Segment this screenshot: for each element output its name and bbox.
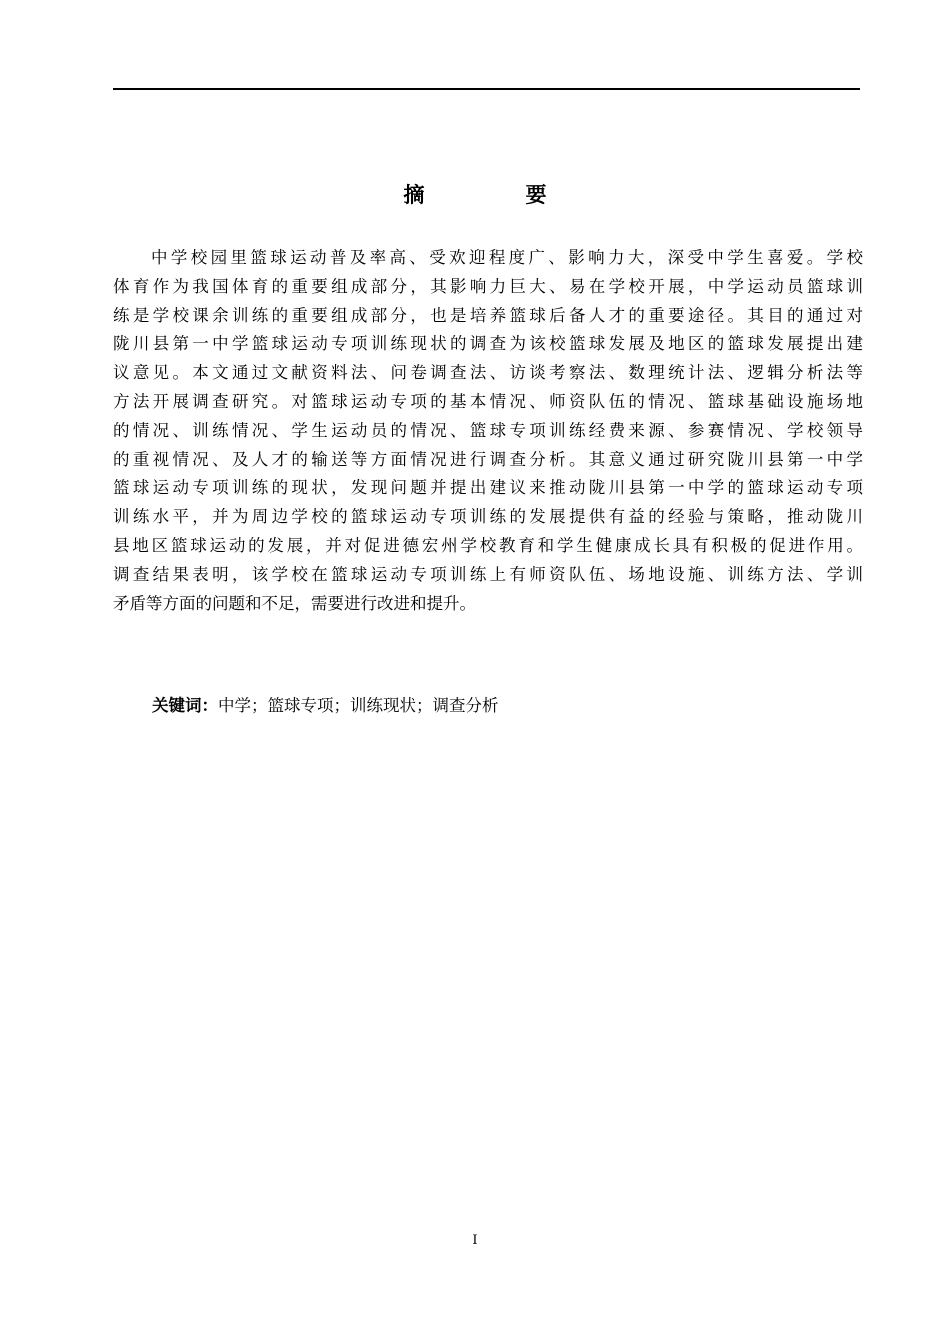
abstract-line: 矛盾等方面的问题和不足，需要进行改进和提升。 bbox=[113, 593, 476, 613]
abstract-line: 陇川县第一中学篮球运动专项训练现状的调查为该校篮球发展及地区的篮球发展提出建 bbox=[113, 334, 863, 354]
header-rule bbox=[113, 88, 860, 90]
abstract-title: 摘 要 bbox=[403, 183, 587, 207]
abstract-line: 的重视情况、及人才的输送等方面情况进行调查分析。其意义通过研究陇川县第一中学 bbox=[113, 449, 863, 469]
keywords-text: 中学；篮球专项；训练现状；调查分析 bbox=[218, 696, 499, 715]
abstract-line: 方法开展调查研究。对篮球运动专项的基本情况、师资队伍的情况、篮球基础设施场地 bbox=[113, 391, 863, 411]
abstract-line: 的情况、训练情况、学生运动员的情况、篮球专项训练经费来源、参赛情况、学校领导 bbox=[113, 420, 863, 440]
abstract-line: 体育作为我国体育的重要组成部分，其影响力巨大、易在学校开展，中学运动员篮球训 bbox=[113, 276, 863, 296]
abstract-line: 中学校园里篮球运动普及率高、受欢迎程度广、影响力大，深受中学生喜爱。学校 bbox=[151, 248, 863, 267]
abstract-line: 调查结果表明，该学校在篮球运动专项训练上有师资队伍、场地设施、训练方法、学训 bbox=[113, 564, 863, 584]
keywords-label: 关键词： bbox=[152, 696, 218, 715]
abstract-line: 练是学校课余训练的重要组成部分，也是培养篮球后备人才的重要途径。其目的通过对 bbox=[113, 305, 863, 325]
abstract-line: 县地区篮球运动的发展，并对促进德宏州学校教育和学生健康成长具有积极的促进作用。 bbox=[113, 535, 863, 555]
abstract-body bbox=[113, 244, 863, 618]
keywords bbox=[152, 692, 499, 720]
abstract-line: 篮球运动专项训练的现状，发现问题并提出建议来推动陇川县第一中学的篮球运动专项 bbox=[113, 478, 863, 498]
page-number: I bbox=[472, 1233, 478, 1248]
abstract-line: 训练水平，并为周边学校的篮球运动专项训练的发展提供有益的经验与策略，推动陇川 bbox=[113, 507, 863, 527]
abstract-line: 议意见。本文通过文献资料法、问卷调查法、访谈考察法、数理统计法、逻辑分析法等 bbox=[113, 363, 863, 383]
